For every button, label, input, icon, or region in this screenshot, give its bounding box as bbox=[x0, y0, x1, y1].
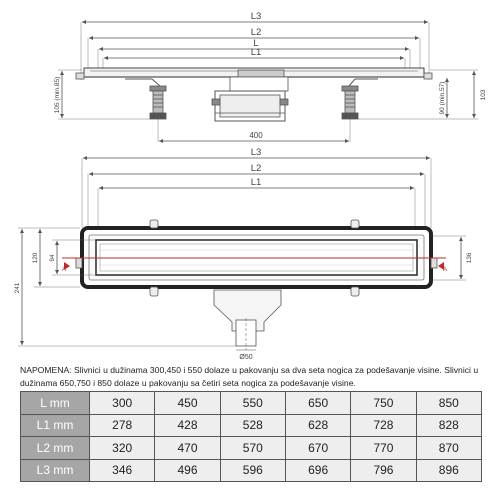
label-L3-front: L3 bbox=[250, 147, 262, 158]
table-cell: 728 bbox=[351, 414, 416, 437]
label-outlet-diameter: Ø50 bbox=[239, 354, 253, 361]
left-adjustable-leg bbox=[125, 79, 166, 119]
table-cell: 596 bbox=[220, 459, 285, 482]
top-view bbox=[58, 22, 478, 142]
label-120: 120 bbox=[32, 252, 39, 264]
table-row bbox=[21, 392, 482, 415]
table-row bbox=[21, 437, 482, 460]
section-label-right: A bbox=[443, 267, 448, 273]
table-cell: 300 bbox=[90, 392, 155, 415]
table-cell: 470 bbox=[155, 437, 220, 460]
row-header: L3 mm bbox=[21, 459, 90, 482]
row-header: L mm bbox=[21, 392, 90, 415]
table-cell: 320 bbox=[90, 437, 155, 460]
table-cell: 770 bbox=[351, 437, 416, 460]
label-90: 90 (min.57) bbox=[439, 81, 446, 115]
table-cell: 628 bbox=[285, 414, 350, 437]
row-header: L2 mm bbox=[21, 437, 90, 460]
label-105: 105 (min.85) bbox=[54, 76, 61, 114]
table-cell: 550 bbox=[220, 392, 285, 415]
label-241: 241 bbox=[14, 282, 21, 294]
section-label-left: A bbox=[62, 267, 67, 273]
table-cell: 528 bbox=[220, 414, 285, 437]
table-cell: 650 bbox=[285, 392, 350, 415]
label-L2-top: L2 bbox=[250, 27, 262, 38]
dimensions-table bbox=[20, 391, 482, 482]
label-400: 400 bbox=[249, 131, 263, 140]
label-136: 136 bbox=[466, 252, 473, 264]
table-cell: 796 bbox=[351, 459, 416, 482]
front-outlet bbox=[214, 290, 281, 350]
row-header: L1 mm bbox=[21, 414, 90, 437]
table-cell: 496 bbox=[155, 459, 220, 482]
table-cell: 750 bbox=[351, 392, 416, 415]
table-cell: 696 bbox=[285, 459, 350, 482]
table-cell: 870 bbox=[416, 437, 481, 460]
front-view bbox=[18, 158, 466, 350]
table-cell: 428 bbox=[155, 414, 220, 437]
table-cell: 346 bbox=[90, 459, 155, 482]
right-adjustable-leg bbox=[342, 79, 378, 119]
label-94: 94 bbox=[49, 254, 56, 262]
table-cell: 896 bbox=[416, 459, 481, 482]
siphon-outlet bbox=[212, 70, 288, 121]
label-L-top: L bbox=[253, 38, 259, 49]
table-cell: 850 bbox=[416, 392, 481, 415]
table-cell: 828 bbox=[416, 414, 481, 437]
note-text: NAPOMENA: Slivnici u dužinama 300,450 i 550 dolaze u pakovanju sa dva seta nogica za podešavanje visine. Slivnici u dužinama 650,750 i 850 dolaze u pakovanju sa četiri seta nogica za podešavanje visine. bbox=[20, 365, 479, 388]
table-cell: 450 bbox=[155, 392, 220, 415]
table-row bbox=[21, 459, 482, 482]
table-cell: 278 bbox=[90, 414, 155, 437]
label-L2-front: L2 bbox=[250, 163, 262, 174]
label-L1-front: L1 bbox=[250, 177, 262, 188]
label-103: 103 bbox=[480, 89, 487, 101]
table-cell: 570 bbox=[220, 437, 285, 460]
table-row bbox=[21, 414, 482, 437]
table-cell: 670 bbox=[285, 437, 350, 460]
label-L3-top: L3 bbox=[250, 11, 262, 22]
label-L1-top: L1 bbox=[250, 47, 262, 58]
